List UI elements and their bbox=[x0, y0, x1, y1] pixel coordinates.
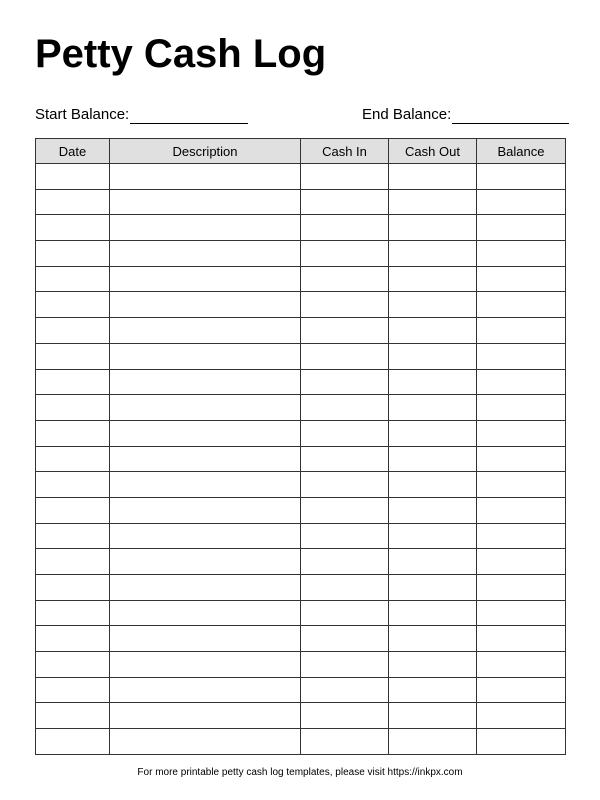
cell-cash-out[interactable] bbox=[389, 318, 477, 344]
column-header-balance: Balance bbox=[477, 139, 566, 164]
table-row bbox=[36, 446, 566, 472]
column-header-cash-in: Cash In bbox=[301, 139, 389, 164]
cell-date[interactable] bbox=[36, 549, 110, 575]
table-row bbox=[36, 369, 566, 395]
table-row bbox=[36, 215, 566, 241]
cell-cash-in[interactable] bbox=[301, 497, 389, 523]
cell-balance[interactable] bbox=[477, 497, 566, 523]
cell-description[interactable] bbox=[110, 575, 301, 601]
table-row bbox=[36, 497, 566, 523]
table-body bbox=[36, 164, 566, 755]
cell-cash-out[interactable] bbox=[389, 497, 477, 523]
cell-date[interactable] bbox=[36, 241, 110, 267]
cell-description[interactable] bbox=[110, 420, 301, 446]
cell-cash-in[interactable] bbox=[301, 369, 389, 395]
cell-cash-in[interactable] bbox=[301, 318, 389, 344]
cell-cash-out[interactable] bbox=[389, 446, 477, 472]
cell-cash-in[interactable] bbox=[301, 189, 389, 215]
cell-balance[interactable] bbox=[477, 292, 566, 318]
cell-description[interactable] bbox=[110, 523, 301, 549]
cell-balance[interactable] bbox=[477, 343, 566, 369]
cell-cash-out[interactable] bbox=[389, 369, 477, 395]
cell-cash-in[interactable] bbox=[301, 164, 389, 190]
petty-cash-table bbox=[35, 138, 566, 755]
end-balance-label: End Balance: bbox=[362, 106, 452, 123]
cell-balance[interactable] bbox=[477, 626, 566, 652]
table-row bbox=[36, 420, 566, 446]
cell-date[interactable] bbox=[36, 729, 110, 755]
column-header-cash-out: Cash Out bbox=[389, 139, 477, 164]
table-row bbox=[36, 703, 566, 729]
cell-date[interactable] bbox=[36, 575, 110, 601]
cell-balance[interactable] bbox=[477, 395, 566, 421]
footer-note: For more printable petty cash log templates, please visit https://inkpx.com bbox=[137, 767, 463, 778]
cell-date[interactable] bbox=[36, 523, 110, 549]
cell-cash-in[interactable] bbox=[301, 446, 389, 472]
cell-date[interactable] bbox=[36, 369, 110, 395]
cell-cash-in[interactable] bbox=[301, 472, 389, 498]
cell-cash-out[interactable] bbox=[389, 729, 477, 755]
table-row bbox=[36, 729, 566, 755]
cell-cash-in[interactable] bbox=[301, 523, 389, 549]
table-row bbox=[36, 318, 566, 344]
cell-balance[interactable] bbox=[477, 600, 566, 626]
cell-description[interactable] bbox=[110, 292, 301, 318]
cell-balance[interactable] bbox=[477, 549, 566, 575]
table-row bbox=[36, 600, 566, 626]
cell-balance[interactable] bbox=[477, 420, 566, 446]
end-balance-field bbox=[362, 106, 569, 124]
cell-balance[interactable] bbox=[477, 652, 566, 678]
cell-balance[interactable] bbox=[477, 677, 566, 703]
table-row bbox=[36, 189, 566, 215]
page-title: Petty Cash Log bbox=[35, 32, 327, 76]
cell-description[interactable] bbox=[110, 472, 301, 498]
cell-cash-out[interactable] bbox=[389, 652, 477, 678]
cell-cash-in[interactable] bbox=[301, 549, 389, 575]
table-row bbox=[36, 523, 566, 549]
cell-date[interactable] bbox=[36, 497, 110, 523]
cell-cash-in[interactable] bbox=[301, 703, 389, 729]
cell-date[interactable] bbox=[36, 395, 110, 421]
cell-balance[interactable] bbox=[477, 215, 566, 241]
cell-description[interactable] bbox=[110, 729, 301, 755]
cell-cash-out[interactable] bbox=[389, 703, 477, 729]
cell-date[interactable] bbox=[36, 600, 110, 626]
cell-description[interactable] bbox=[110, 446, 301, 472]
table-row bbox=[36, 266, 566, 292]
table-row bbox=[36, 343, 566, 369]
cell-balance[interactable] bbox=[477, 472, 566, 498]
cell-balance[interactable] bbox=[477, 575, 566, 601]
cell-cash-in[interactable] bbox=[301, 600, 389, 626]
cell-description[interactable] bbox=[110, 343, 301, 369]
cell-cash-in[interactable] bbox=[301, 241, 389, 267]
cell-date[interactable] bbox=[36, 446, 110, 472]
table-header bbox=[36, 139, 566, 164]
cell-balance[interactable] bbox=[477, 189, 566, 215]
table-row bbox=[36, 292, 566, 318]
cell-balance[interactable] bbox=[477, 266, 566, 292]
cell-date[interactable] bbox=[36, 703, 110, 729]
cell-description[interactable] bbox=[110, 189, 301, 215]
cell-description[interactable] bbox=[110, 497, 301, 523]
cell-description[interactable] bbox=[110, 241, 301, 267]
start-balance-label: Start Balance: bbox=[35, 106, 130, 123]
cell-date[interactable] bbox=[36, 652, 110, 678]
cell-description[interactable] bbox=[110, 626, 301, 652]
cell-date[interactable] bbox=[36, 343, 110, 369]
cell-description[interactable] bbox=[110, 549, 301, 575]
cell-date[interactable] bbox=[36, 215, 110, 241]
table-row bbox=[36, 164, 566, 190]
column-header-date: Date bbox=[36, 139, 110, 164]
header-row bbox=[36, 139, 566, 164]
cell-cash-out[interactable] bbox=[389, 215, 477, 241]
cell-balance[interactable] bbox=[477, 523, 566, 549]
column-header-description: Description bbox=[110, 139, 301, 164]
cell-cash-in[interactable] bbox=[301, 729, 389, 755]
cell-cash-out[interactable] bbox=[389, 189, 477, 215]
cell-date[interactable] bbox=[36, 266, 110, 292]
cell-description[interactable] bbox=[110, 215, 301, 241]
cell-cash-out[interactable] bbox=[389, 292, 477, 318]
cell-balance[interactable] bbox=[477, 446, 566, 472]
cell-balance[interactable] bbox=[477, 703, 566, 729]
cell-cash-in[interactable] bbox=[301, 343, 389, 369]
cell-balance[interactable] bbox=[477, 318, 566, 344]
cell-date[interactable] bbox=[36, 189, 110, 215]
cell-cash-in[interactable] bbox=[301, 266, 389, 292]
cell-cash-out[interactable] bbox=[389, 549, 477, 575]
cell-cash-in[interactable] bbox=[301, 292, 389, 318]
cell-cash-out[interactable] bbox=[389, 677, 477, 703]
cell-cash-out[interactable] bbox=[389, 343, 477, 369]
cell-description[interactable] bbox=[110, 164, 301, 190]
cell-date[interactable] bbox=[36, 292, 110, 318]
cell-date[interactable] bbox=[36, 472, 110, 498]
table-row bbox=[36, 241, 566, 267]
cell-cash-out[interactable] bbox=[389, 164, 477, 190]
cell-description[interactable] bbox=[110, 600, 301, 626]
cell-cash-out[interactable] bbox=[389, 266, 477, 292]
cell-balance[interactable] bbox=[477, 241, 566, 267]
cell-cash-out[interactable] bbox=[389, 523, 477, 549]
cell-cash-out[interactable] bbox=[389, 575, 477, 601]
cell-description[interactable] bbox=[110, 703, 301, 729]
cell-cash-out[interactable] bbox=[389, 241, 477, 267]
cell-date[interactable] bbox=[36, 318, 110, 344]
cell-date[interactable] bbox=[36, 164, 110, 190]
start-balance-field bbox=[35, 106, 248, 124]
cell-date[interactable] bbox=[36, 420, 110, 446]
end-balance-blank-line[interactable] bbox=[452, 107, 569, 124]
table-row bbox=[36, 626, 566, 652]
cell-cash-out[interactable] bbox=[389, 626, 477, 652]
cell-balance[interactable] bbox=[477, 369, 566, 395]
cell-cash-in[interactable] bbox=[301, 215, 389, 241]
table-row bbox=[36, 652, 566, 678]
start-balance-blank-line[interactable] bbox=[130, 107, 248, 124]
cell-description[interactable] bbox=[110, 318, 301, 344]
cell-cash-in[interactable] bbox=[301, 652, 389, 678]
table-row bbox=[36, 395, 566, 421]
cell-balance[interactable] bbox=[477, 164, 566, 190]
table-row bbox=[36, 472, 566, 498]
cell-cash-in[interactable] bbox=[301, 420, 389, 446]
table-row bbox=[36, 549, 566, 575]
cell-description[interactable] bbox=[110, 652, 301, 678]
cell-balance[interactable] bbox=[477, 729, 566, 755]
cell-cash-in[interactable] bbox=[301, 677, 389, 703]
cell-cash-out[interactable] bbox=[389, 472, 477, 498]
cell-cash-out[interactable] bbox=[389, 420, 477, 446]
cell-date[interactable] bbox=[36, 677, 110, 703]
cell-cash-in[interactable] bbox=[301, 626, 389, 652]
cell-date[interactable] bbox=[36, 626, 110, 652]
cell-description[interactable] bbox=[110, 266, 301, 292]
cell-cash-out[interactable] bbox=[389, 600, 477, 626]
cell-description[interactable] bbox=[110, 677, 301, 703]
cell-description[interactable] bbox=[110, 395, 301, 421]
cell-cash-in[interactable] bbox=[301, 575, 389, 601]
table-row bbox=[36, 677, 566, 703]
table-row bbox=[36, 575, 566, 601]
cell-cash-in[interactable] bbox=[301, 395, 389, 421]
cell-description[interactable] bbox=[110, 369, 301, 395]
cell-cash-out[interactable] bbox=[389, 395, 477, 421]
